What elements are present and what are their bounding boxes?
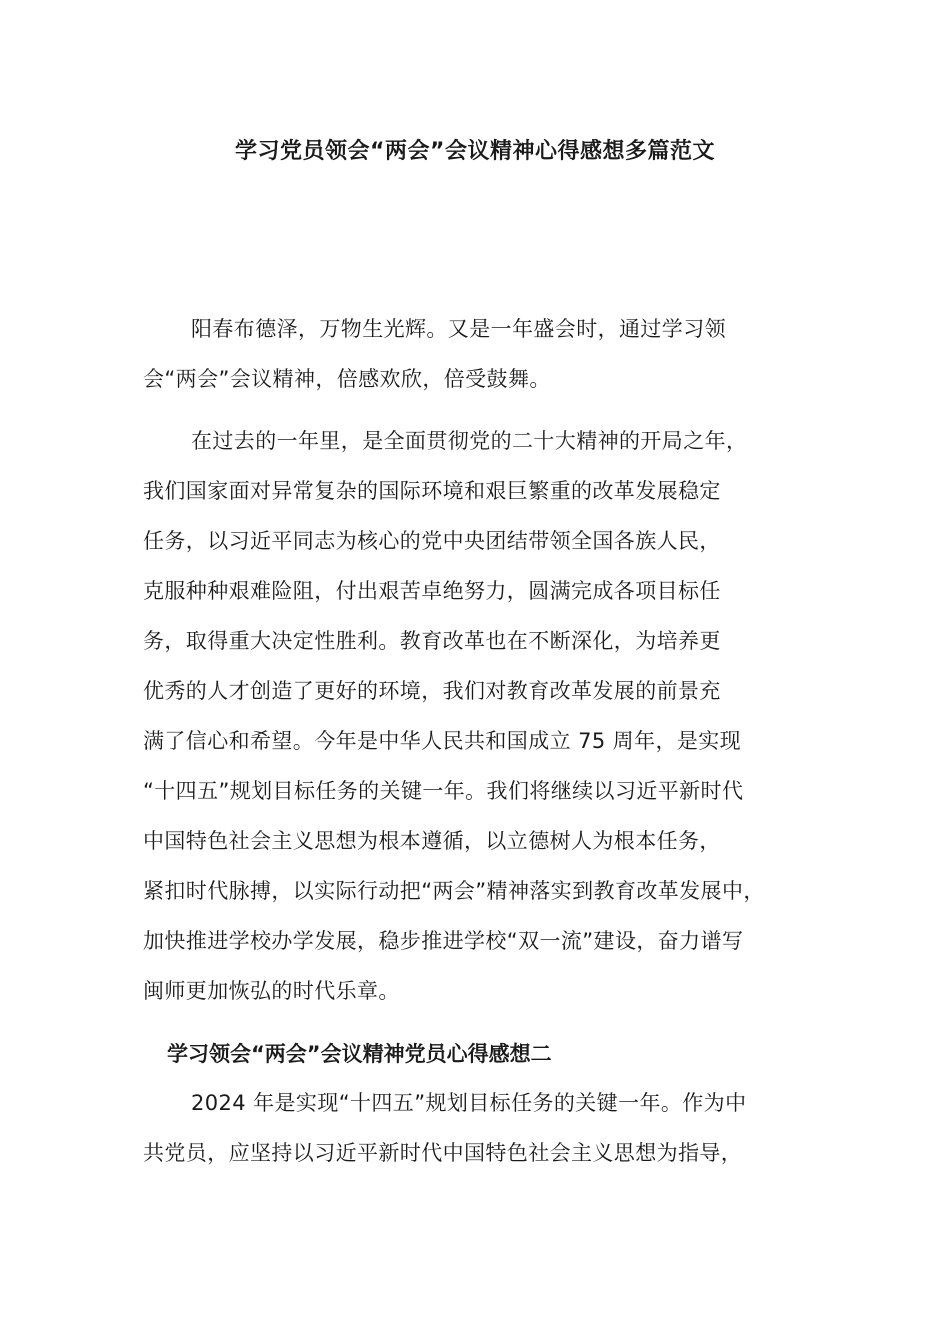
paragraph-line: 共党员，应坚持以习近平新时代中国特色社会主义思想为指导， (143, 1141, 743, 1165)
paragraph-2 (143, 416, 823, 1016)
paragraph-line: 务，取得重大决定性胜利。教育改革也在不断深化，为培养更 (143, 629, 721, 653)
paragraph-line: 阳春布德泽，万物生光辉。又是一年盛会时，通过学习领 (191, 317, 726, 341)
paragraph-line: 我们国家面对异常复杂的国际环境和艰巨繁重的改革发展稳定 (143, 479, 721, 503)
paragraph-line: 优秀的人才创造了更好的环境，我们对教育改革发展的前景充 (143, 679, 721, 703)
paragraph-line: 会“两会”会议精神，倍感欢欣，倍受鼓舞。 (143, 367, 551, 391)
paragraph-line: 中国特色社会主义思想为根本遵循，以立德树人为根本任务， (143, 829, 721, 853)
paragraph-line: 在过去的一年里，是全面贯彻党的二十大精神的开局之年， (191, 429, 748, 453)
section-heading: 学习领会“两会”会议精神党员心得感想二 (167, 1042, 552, 1066)
paragraph-line: 紧扣时代脉搏，以实际行动把“两会”精神落实到教育改革发展中， (143, 879, 765, 903)
paragraph-1 (143, 304, 823, 404)
paragraph-line: 加快推进学校办学发展，稳步推进学校“双一流”建设，奋力谱写 (143, 929, 744, 953)
document-title: 学习党员领会“两会”会议精神心得感想多篇范文 (235, 139, 715, 164)
paragraph-line: 任务，以习近平同志为核心的党中央团结带领全国各族人民， (143, 529, 721, 553)
paragraph-line: 闽师更加恢弘的时代乐章。 (143, 979, 400, 1003)
paragraph-line: 2024 年是实现“十四五”规划目标任务的关键一年。作为中 (191, 1091, 747, 1115)
paragraph-line: “十四五”规划目标任务的关键一年。我们将继续以习近平新时代 (143, 779, 744, 803)
paragraph-line: 满了信心和希望。今年是中华人民共和国成立 75 周年，是实现 (143, 729, 742, 753)
paragraph-line: 克服种种艰难险阻，付出艰苦卓绝努力，圆满完成各项目标任 (143, 579, 721, 603)
paragraph-3 (143, 1078, 823, 1178)
